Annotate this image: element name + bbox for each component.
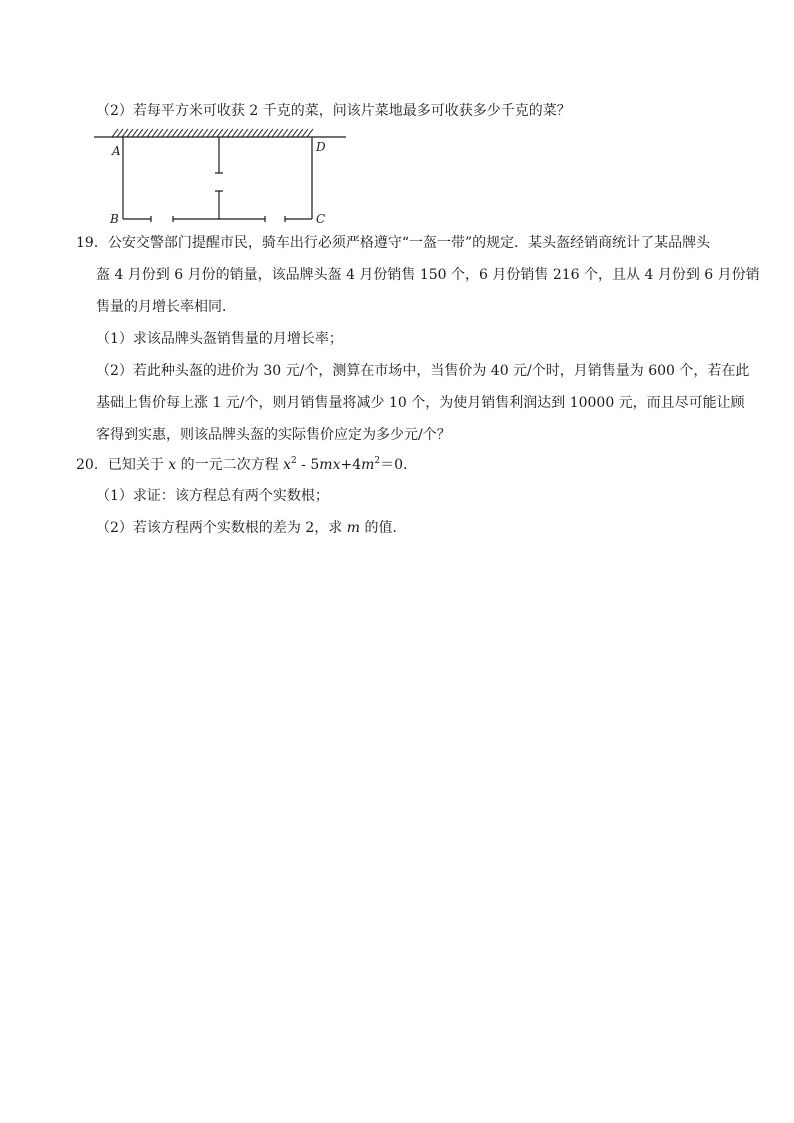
label-c: C — [316, 212, 326, 226]
q20-var-x: x — [168, 457, 177, 473]
eq-exp1: 2 — [291, 456, 297, 466]
eq-mid: - 5 — [296, 457, 320, 473]
q20-part2 — [96, 518, 406, 538]
label-b: B — [110, 212, 119, 226]
q19-part2-line2: 基础上售价每上涨 1 元/个，则月销售量将减少 10 个，为使月销售利润达到 10000 元，而且尽可能让顾 — [96, 395, 745, 411]
eq-x: x — [283, 457, 291, 473]
q19-stem-line3: 售量的月增长率相同． — [96, 299, 236, 315]
q20-stem — [76, 455, 417, 475]
q19-stem-line2: 盔 4 月份到 6 月份的销量，该品牌头盔 4 月份销售 150 个，6 月份销售 216 个，且从 4 月份到 6 月份销 — [96, 267, 760, 283]
eq-x2: x — [332, 457, 341, 473]
label-d: D — [316, 140, 326, 154]
middle-fence — [215, 137, 223, 219]
q20-stem-prefix: 20．已知关于 — [76, 457, 164, 473]
q18-part2: （2）若每平方米可收获 2 千克的菜，问该片菜地最多可收获多少千克的菜？ — [96, 103, 571, 119]
eq-exp2: 2 — [374, 456, 381, 466]
q19-part1: （1）求该品牌头盔销售量的月增长率； — [96, 331, 343, 347]
q19-stem-line1: 19．公安交警部门提醒市民，骑车出行必须严格遵守“一盔一带”的规定．某头盔经销商统计了某品牌头 — [76, 235, 711, 251]
q19-part2-line1: （2）若此种头盔的进价为 30 元/个，测算在市场中，当售价为 40 元/个时，月销售量为 600 个，若在此 — [96, 363, 750, 379]
eq-m1: m — [319, 457, 333, 473]
q20-part2-prefix: （2）若该方程两个实数根的差为 2，求 — [96, 520, 343, 536]
q20-part1: （1）求证：该方程总有两个实数根； — [96, 488, 329, 504]
wall-hatching — [112, 129, 313, 137]
q19-part2-line3: 客得到实惠，则该品牌头盔的实际售价应定为多少元/个？ — [96, 427, 451, 443]
label-a: A — [112, 144, 121, 158]
q20-equation — [283, 457, 417, 473]
side-bc — [123, 216, 312, 222]
q20-part2-suffix: 的值． — [364, 520, 407, 536]
eq-plus: +4 — [340, 457, 362, 473]
vegetable-plot-figure — [90, 126, 350, 230]
q20-stem-mid: 的一元二次方程 — [180, 457, 279, 473]
eq-m2: m — [361, 457, 375, 473]
eq-end: ＝0． — [380, 457, 418, 473]
q20-part2-var: m — [346, 520, 360, 536]
